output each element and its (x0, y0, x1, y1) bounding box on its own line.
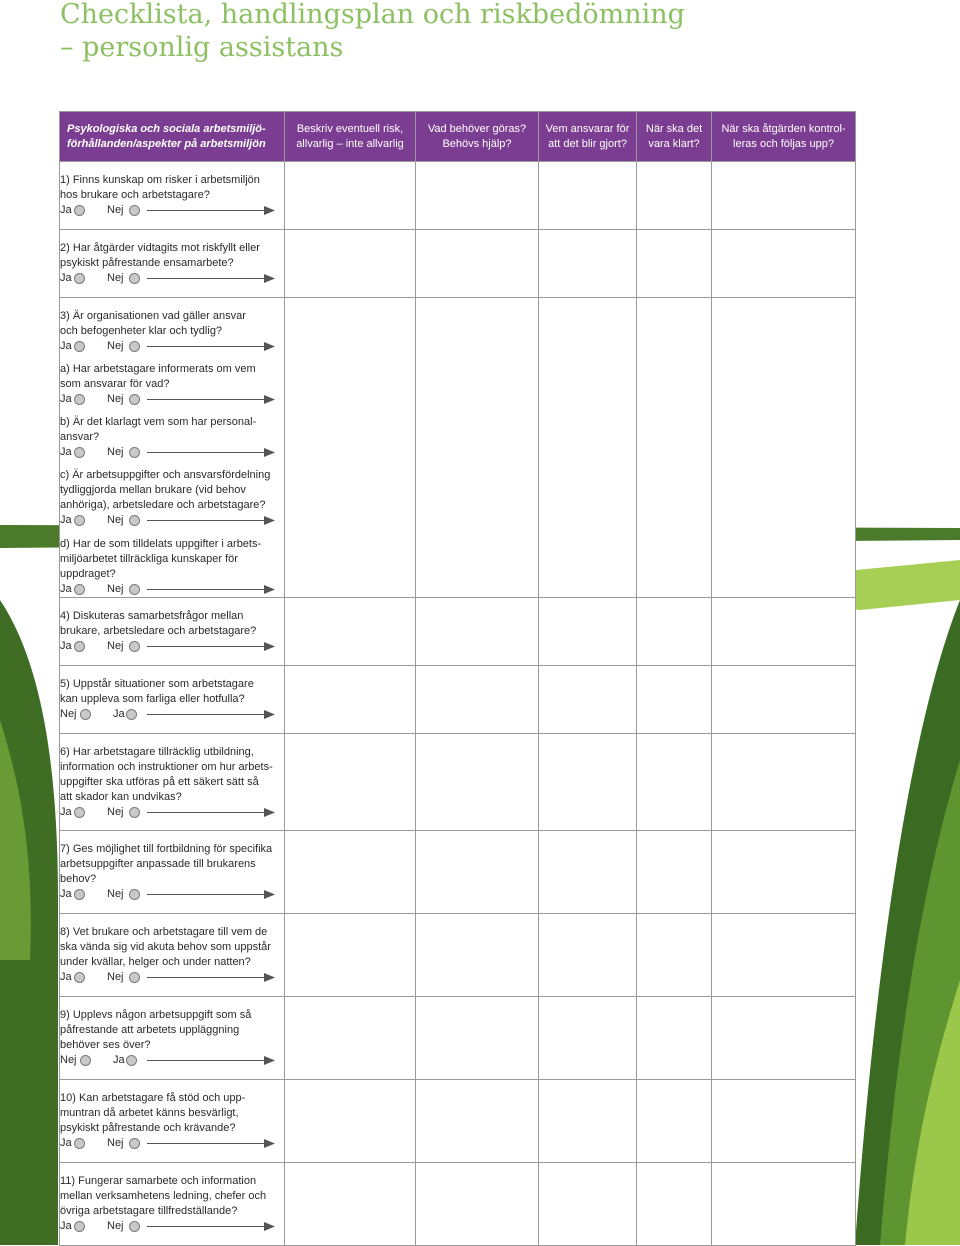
circle-option-icon[interactable] (129, 515, 140, 526)
circle-option-icon[interactable] (74, 273, 85, 284)
responsible-cell[interactable] (539, 298, 637, 598)
question-cell (60, 1163, 285, 1246)
header-line: Behövs hjälp? (442, 137, 512, 150)
question-text: 3) Är organisationen vad gäller ansvar (60, 310, 246, 322)
answer-options (60, 513, 284, 528)
table-row (60, 734, 856, 831)
question-text: c) Är arbetsuppgifter och ansvarsfördelning (60, 469, 271, 481)
answer-options (60, 392, 284, 407)
question-block (60, 914, 284, 985)
circle-option-icon[interactable] (80, 1055, 91, 1066)
question-block (60, 997, 284, 1068)
question-text: påfrestande att arbetets uppläggning (60, 1024, 240, 1036)
question-cell (60, 298, 285, 598)
option-label: Ja (60, 446, 72, 458)
option-label: Ja (60, 1137, 72, 1149)
arrow-right-icon (147, 710, 275, 719)
circle-option-icon[interactable] (74, 394, 85, 405)
question-text: behov? (60, 873, 97, 885)
answer-options (60, 445, 284, 460)
option-label: Nej (107, 514, 124, 526)
arrow-right-icon (147, 585, 275, 594)
action-cell[interactable] (416, 298, 539, 598)
question-block (60, 598, 284, 654)
circle-option-icon[interactable] (80, 709, 91, 720)
risk-cell[interactable] (285, 914, 416, 997)
table-row (60, 997, 856, 1080)
question-text: kan uppleva som farliga eller hotfulla? (60, 693, 245, 705)
deadline-cell[interactable] (637, 831, 712, 914)
answer-options (60, 1053, 284, 1068)
header-risk (285, 112, 416, 162)
header-line: När ska det (645, 122, 703, 135)
action-cell[interactable] (416, 1080, 539, 1163)
action-cell[interactable] (416, 162, 539, 230)
risk-cell[interactable] (285, 734, 416, 831)
question-text: uppgifter ska utföras på ett säkert sätt så (60, 776, 259, 788)
circle-option-icon[interactable] (129, 889, 140, 900)
table-row (60, 298, 856, 598)
deadline-cell[interactable] (637, 1080, 712, 1163)
arrow-right-icon (147, 808, 275, 817)
question-block (60, 1080, 284, 1151)
risk-cell[interactable] (285, 831, 416, 914)
deadline-cell[interactable] (637, 997, 712, 1080)
header-line: Beskriv eventuell risk, (296, 122, 404, 135)
responsible-cell[interactable] (539, 162, 637, 230)
table-row (60, 1080, 856, 1163)
table-row (60, 666, 856, 734)
deadline-cell[interactable] (637, 298, 712, 598)
deadline-cell[interactable] (637, 230, 712, 298)
option-label: Nej (107, 446, 124, 458)
action-cell[interactable] (416, 598, 539, 666)
question-text: övriga arbetstagare tillfredställande? (60, 1205, 238, 1217)
question-text: ansvar? (60, 431, 100, 443)
arrow-right-icon (147, 1139, 275, 1148)
question-block (60, 354, 284, 407)
table-row (60, 831, 856, 914)
action-cell[interactable] (416, 997, 539, 1080)
circle-option-icon[interactable] (126, 709, 137, 720)
responsible-cell[interactable] (539, 914, 637, 997)
followup-cell[interactable] (712, 997, 856, 1080)
option-label: Nej (107, 204, 124, 216)
table-row (60, 230, 856, 298)
question-cell (60, 831, 285, 914)
responsible-cell[interactable] (539, 1163, 637, 1246)
question-text: anhöriga), arbetsledare och arbetstagare? (60, 499, 266, 511)
header-line: Vad behöver göras? (427, 122, 527, 135)
answer-options (60, 639, 284, 654)
risk-cell[interactable] (285, 598, 416, 666)
circle-option-icon[interactable] (129, 807, 140, 818)
arrow-right-icon (147, 516, 275, 525)
question-text: a) Har arbetstagare informerats om vem (60, 363, 256, 375)
question-text: 6) Har arbetstagare tillräcklig utbildning, (60, 746, 254, 758)
circle-option-icon[interactable] (129, 641, 140, 652)
option-label: Nej (107, 340, 124, 352)
circle-option-icon[interactable] (129, 972, 140, 983)
option-label: Nej (107, 272, 124, 284)
circle-option-icon[interactable] (74, 641, 85, 652)
question-text: miljöarbetet tillräckliga kunskaper för (60, 553, 238, 565)
question-text: uppdraget? (60, 568, 116, 580)
deadline-cell[interactable] (637, 1163, 712, 1246)
question-text: d) Har de som tilldelats uppgifter i arbets- (60, 538, 262, 550)
deadline-cell[interactable] (637, 914, 712, 997)
question-cell (60, 162, 285, 230)
risk-cell[interactable] (285, 230, 416, 298)
question-block (60, 1163, 284, 1234)
header-responsible (539, 112, 637, 162)
option-label: Nej (60, 708, 77, 720)
title-line-2: – personlig assistans (60, 32, 344, 63)
answer-options (60, 1219, 284, 1234)
option-label: Ja (60, 204, 72, 216)
question-cell (60, 1080, 285, 1163)
risk-cell[interactable] (285, 666, 416, 734)
answer-options (60, 970, 284, 985)
question-block (60, 460, 284, 528)
circle-option-icon[interactable] (74, 341, 85, 352)
question-cell (60, 666, 285, 734)
question-block (60, 230, 284, 286)
option-label: Ja (60, 806, 72, 818)
option-label: Ja (60, 971, 72, 983)
risk-cell[interactable] (285, 1163, 416, 1246)
option-label: Ja (60, 583, 72, 595)
header-action (416, 112, 539, 162)
header-followup (712, 112, 856, 162)
answer-options (60, 1136, 284, 1151)
risk-cell[interactable] (285, 298, 416, 598)
header-line: Psykologiska och sociala arbetsmiljö- (67, 122, 266, 135)
arrow-right-icon (147, 274, 275, 283)
circle-option-icon[interactable] (126, 1055, 137, 1066)
question-text: 8) Vet brukare och arbetstagare till vem de (60, 926, 268, 938)
followup-cell[interactable] (712, 298, 856, 598)
followup-cell[interactable] (712, 914, 856, 997)
action-cell[interactable] (416, 666, 539, 734)
question-text: behöver ses över? (60, 1039, 151, 1051)
responsible-cell[interactable] (539, 997, 637, 1080)
circle-option-icon[interactable] (129, 447, 140, 458)
header-line: leras och följas upp? (733, 137, 834, 150)
header-row (60, 112, 856, 162)
circle-option-icon[interactable] (74, 205, 85, 216)
question-text: hos brukare och arbetstagare? (60, 189, 210, 201)
option-label: Ja (60, 272, 72, 284)
checklist-table (59, 111, 856, 1246)
circle-option-icon[interactable] (129, 394, 140, 405)
deadline-cell[interactable] (637, 734, 712, 831)
answer-options (60, 339, 284, 354)
question-text: brukare, arbetsledare och arbetstagare? (60, 625, 257, 637)
arrow-right-icon (147, 1056, 275, 1065)
arrow-right-icon (147, 395, 275, 404)
question-text: b) Är det klarlagt vem som har personal- (60, 416, 257, 428)
question-text: psykiskt påfrestande och krävande? (60, 1122, 236, 1134)
header-line: allvarlig – inte allvarlig (296, 137, 404, 150)
question-cell (60, 734, 285, 831)
deadline-cell[interactable] (637, 162, 712, 230)
followup-cell[interactable] (712, 1163, 856, 1246)
responsible-cell[interactable] (539, 666, 637, 734)
question-cell (60, 230, 285, 298)
option-label: Nej (107, 806, 124, 818)
risk-cell[interactable] (285, 997, 416, 1080)
circle-option-icon[interactable] (129, 1221, 140, 1232)
question-text: under kvällar, helger och under natten? (60, 956, 251, 968)
deadline-cell[interactable] (637, 598, 712, 666)
circle-option-icon[interactable] (74, 1221, 85, 1232)
header-aspect (60, 112, 285, 162)
question-cell (60, 914, 285, 997)
option-label: Ja (60, 1220, 72, 1232)
question-block (60, 666, 284, 722)
answer-options (60, 805, 284, 820)
table-row (60, 1163, 856, 1246)
table-row (60, 598, 856, 666)
responsible-cell[interactable] (539, 598, 637, 666)
circle-option-icon[interactable] (74, 447, 85, 458)
circle-option-icon[interactable] (129, 205, 140, 216)
circle-option-icon[interactable] (74, 972, 85, 983)
table-body (60, 162, 856, 1246)
option-label: Nej (107, 888, 124, 900)
option-label: Nej (107, 1220, 124, 1232)
question-text: 5) Uppstår situationer som arbetstagare (60, 678, 254, 690)
circle-option-icon[interactable] (74, 807, 85, 818)
question-text: att skador kan undvikas? (60, 791, 182, 803)
circle-option-icon[interactable] (74, 584, 85, 595)
circle-option-icon[interactable] (129, 341, 140, 352)
page-title (60, 0, 685, 64)
table-row (60, 162, 856, 230)
question-text: 11) Fungerar samarbete och information (60, 1175, 257, 1187)
followup-cell[interactable] (712, 1080, 856, 1163)
question-text: 10) Kan arbetstagare få stöd och upp- (60, 1092, 246, 1104)
question-text: muntran då arbetet känns besvärligt, (60, 1107, 239, 1119)
action-cell[interactable] (416, 1163, 539, 1246)
option-label: Ja (113, 1054, 125, 1066)
action-cell[interactable] (416, 230, 539, 298)
question-text: ska vända sig vid akuta behov som uppstår (60, 941, 271, 953)
option-label: Ja (60, 640, 72, 652)
answer-options (60, 582, 284, 597)
option-label: Nej (107, 1137, 124, 1149)
question-cell (60, 598, 285, 666)
action-cell[interactable] (416, 734, 539, 831)
question-block (60, 528, 284, 597)
option-label: Nej (107, 583, 124, 595)
question-text: tydliggjorda mellan brukare (vid behov (60, 484, 246, 496)
question-text: 4) Diskuteras samarbetsfrågor mellan (60, 610, 244, 622)
question-block (60, 831, 284, 902)
risk-cell[interactable] (285, 162, 416, 230)
question-text: arbetsuppgifter anpassade till brukarens (60, 858, 256, 870)
option-label: Ja (60, 340, 72, 352)
option-label: Ja (60, 514, 72, 526)
followup-cell[interactable] (712, 666, 856, 734)
header-line: vara klart? (648, 137, 700, 150)
question-text: mellan verksamhetens ledning, chefer och (60, 1190, 267, 1202)
question-block (60, 407, 284, 460)
arrow-right-icon (147, 342, 275, 351)
followup-cell[interactable] (712, 598, 856, 666)
option-label: Nej (107, 393, 124, 405)
followup-cell[interactable] (712, 230, 856, 298)
option-label: Nej (107, 640, 124, 652)
question-text: som ansvarar för vad? (60, 378, 170, 390)
question-block (60, 734, 284, 820)
answer-options (60, 887, 284, 902)
responsible-cell[interactable] (539, 831, 637, 914)
option-label: Ja (113, 708, 125, 720)
question-text: 2) Har åtgärder vidtagits mot riskfyllt eller (60, 242, 260, 254)
option-label: Nej (107, 971, 124, 983)
header-line: När ska åtgärden kontrol- (721, 122, 846, 135)
circle-option-icon[interactable] (129, 584, 140, 595)
option-label: Nej (60, 1054, 77, 1066)
action-cell[interactable] (416, 914, 539, 997)
action-cell[interactable] (416, 831, 539, 914)
question-block (60, 298, 284, 354)
responsible-cell[interactable] (539, 1080, 637, 1163)
responsible-cell[interactable] (539, 734, 637, 831)
question-text: 1) Finns kunskap om risker i arbetsmiljön (60, 174, 260, 186)
header-line: Vem ansvarar för (545, 122, 630, 135)
circle-option-icon[interactable] (129, 273, 140, 284)
header-deadline (637, 112, 712, 162)
question-text: 9) Upplevs någon arbetsuppgift som så (60, 1009, 252, 1021)
table-row (60, 914, 856, 997)
arrow-right-icon (147, 206, 275, 215)
followup-cell[interactable] (712, 162, 856, 230)
question-cell (60, 997, 285, 1080)
title-line-1: Checklista, handlingsplan och riskbedömning (60, 0, 685, 30)
question-block (60, 162, 284, 218)
answer-options (60, 707, 284, 722)
option-label: Ja (60, 888, 72, 900)
arrow-right-icon (147, 642, 275, 651)
arrow-right-icon (147, 890, 275, 899)
arrow-right-icon (147, 1222, 275, 1231)
arrow-right-icon (147, 973, 275, 982)
followup-cell[interactable] (712, 734, 856, 831)
question-text: och befogenheter klar och tydlig? (60, 325, 223, 337)
risk-cell[interactable] (285, 1080, 416, 1163)
answer-options (60, 203, 284, 218)
circle-option-icon[interactable] (129, 1138, 140, 1149)
deadline-cell[interactable] (637, 666, 712, 734)
header-line: förhållanden/aspekter på arbetsmiljön (67, 137, 266, 150)
circle-option-icon[interactable] (74, 1138, 85, 1149)
circle-option-icon[interactable] (74, 515, 85, 526)
answer-options (60, 271, 284, 286)
circle-option-icon[interactable] (74, 889, 85, 900)
question-text: information och instruktioner om hur arbets- (60, 761, 273, 773)
question-text: 7) Ges möjlighet till fortbildning för specifika (60, 843, 273, 855)
header-line: att det blir gjort? (548, 137, 627, 150)
followup-cell[interactable] (712, 831, 856, 914)
arrow-right-icon (147, 448, 275, 457)
option-label: Ja (60, 393, 72, 405)
question-text: psykiskt påfrestande ensamarbete? (60, 257, 234, 269)
responsible-cell[interactable] (539, 230, 637, 298)
